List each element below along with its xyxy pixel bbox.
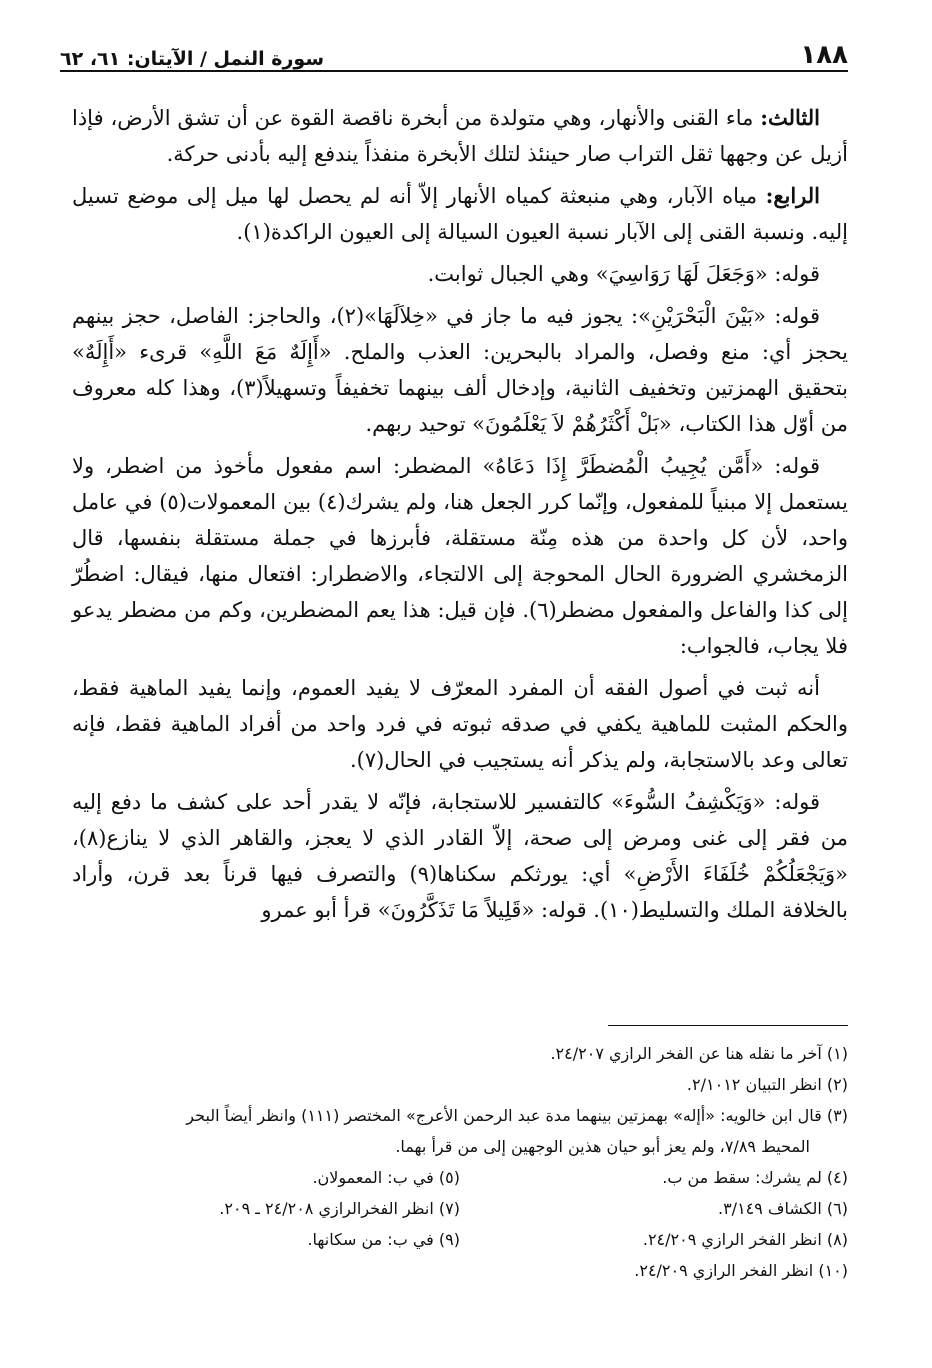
footnote-3-continued: المحيط ٧/٨٩، ولم يعز أبو حيان هذين الوجهين إلى من قرأ بهما. xyxy=(395,1137,810,1156)
main-text xyxy=(72,100,848,934)
paragraph-answer: أنه ثبت في أصول الفقه أن المفرد المعرّف لا يفيد العموم، وإنما يفيد الماهية فقط، والحكم المثبت للماهية يكفي في صدقه ثبوته في فرد واحد من أفراد الماهية فقط، فإنه تعالى وعد بالاستجابة، ولم يذكر أنه يستجيب في الحال(٧). xyxy=(72,676,848,772)
page-number: ١٨٨ xyxy=(800,40,848,70)
paragraph-removes-evil: قوله: «وَيَكْشِفُ السُّوءَ» كالتفسير للاستجابة، فإنّه لا يقدر أحد على كشف ما دفع إليه من فقر إلى غنى ومرض إلى صحة، إلاّ القادر الذي لا يعجز، والقاهر الذي لا ينازع(٨)، «وَيَجْعَلُكُمْ خُلَفَاءَ الأَرْضِ» أي: يورثكم سكناها(٩) والتصرف فيها قرناً بعد قرن، وأراد بالخلافة الملك والتسليط(١٠). قوله: «قَلِيلاً مَا تَذَكَّرُونَ» قرأ أبو عمرو xyxy=(72,790,848,922)
footnote-row xyxy=(72,1224,848,1255)
footnote-1: (١) آخر ما نقله هنا عن الفخر الرازي ٢٤/٢٠٧. xyxy=(550,1044,848,1063)
paragraph-mountains: قوله: «وَجَعَلَ لَهَا رَوَاسِيَ» وهي الجبال ثوابت. xyxy=(427,262,820,286)
footnote-row xyxy=(72,1193,848,1224)
footnote-row xyxy=(72,1162,848,1193)
paragraph-fourth xyxy=(72,178,848,250)
footnote-8: (٨) انظر الفخر الرازي ٢٤/٢٠٩. xyxy=(642,1230,848,1249)
footnote-divider xyxy=(608,1025,848,1026)
footnote-9: (٩) في ب: من سكانها. xyxy=(307,1230,460,1249)
footnote-3: (٣) قال ابن خالويه: «أإله» بهمزتين بينهما مدة عبد الرحمن الأعرج» المختصر (١١١) وانظر أيضاً البحر xyxy=(186,1106,848,1125)
page-header xyxy=(60,30,848,72)
paragraph-two-seas: قوله: «بَيْنَ الْبَحْرَيْنِ»: يجوز فيه ما جاز في «خِلاَلَهَا»(٢)، والحاجز: الفاصل، حجز بينهم يحجز أي: منع وفصل، والمراد بالبحرين: العذب والملح. «أَإِلَهٌ مَعَ اللَّهِ» قرىء «أَإِلَهٌ» بتحقيق الهمزتين وتخفيف الثانية، وإدخال ألف بينهما تخفيفاً وتسهيلاً(٣)، وهذا كله معروف من أوّل هذا الكتاب، «بَلْ أَكْثَرُهُمْ لاَ يَعْلَمُونَ» توحيد ربهم. xyxy=(72,304,848,436)
paragraph-third xyxy=(72,100,848,172)
footnotes xyxy=(72,1038,848,1286)
footnote-4: (٤) لم يشرك: سقط من ب. xyxy=(662,1168,848,1187)
paragraph-lead: الثالث: xyxy=(760,105,820,130)
paragraph-text: مياه الآبار، وهي منبعثة كمياه الأنهار إلاّ أنه لم يحصل لها ميل إلى موضع تسيل إليه. ونسبة القنى إلى الآبار نسبة العيون السيالة إلى العيون الراكدة(١). xyxy=(72,184,848,244)
paragraph-distressed: قوله: «أَمَّن يُجِيبُ الْمُضطَرَّ إِذَا دَعَاهُ» المضطر: اسم مفعول مأخوذ من اضطر، ولا يستعمل إلا مبنياً للمفعول، وإنّما كرر الجعل هنا، ولم يشرك(٤) بين المعمولات(٥) في عامل واحد، لأن كل واحدة من هذه مِنّة مستقلة، فأبرزها في جملة مستقلة بنفسها، قال الزمخشري الضرورة الحال المحوجة إلى الالتجاء، والاضطرار: افتعال منها، فيقال: اضطُرّ إلى كذا والفاعل والمفعول مضطر(٦). فإن قيل: هذا يعم المضطرين، وكم من مضطر يدعو فلا يجاب، فالجواب: xyxy=(72,454,848,658)
paragraph-text: ماء القنى والأنهار، وهي متولدة من أبخرة ناقصة القوة عن أن تشق الأرض، فإذا أزيل عن وجهها ثقل التراب صار حينئذ لتلك الأبخرة منفذاً يندفع إليه بأدنى حركة. xyxy=(72,106,848,166)
running-title: سورة النمل / الآيتان: ٦١، ٦٢ xyxy=(60,48,324,70)
footnote-2: (٢) انظر التبيان ٢/١٠١٢. xyxy=(686,1075,848,1094)
footnote-5: (٥) في ب: المعمولان. xyxy=(312,1168,460,1187)
footnote-7: (٧) انظر الفخرالرازي ٢٤/٢٠٨ ـ ٢٠٩. xyxy=(219,1199,460,1218)
paragraph-lead: الرابع: xyxy=(765,183,820,208)
footnote-10: (١٠) انظر الفخر الرازي ٢٤/٢٠٩. xyxy=(634,1261,848,1280)
footnote-6: (٦) الكشاف ٣/١٤٩. xyxy=(717,1199,848,1218)
